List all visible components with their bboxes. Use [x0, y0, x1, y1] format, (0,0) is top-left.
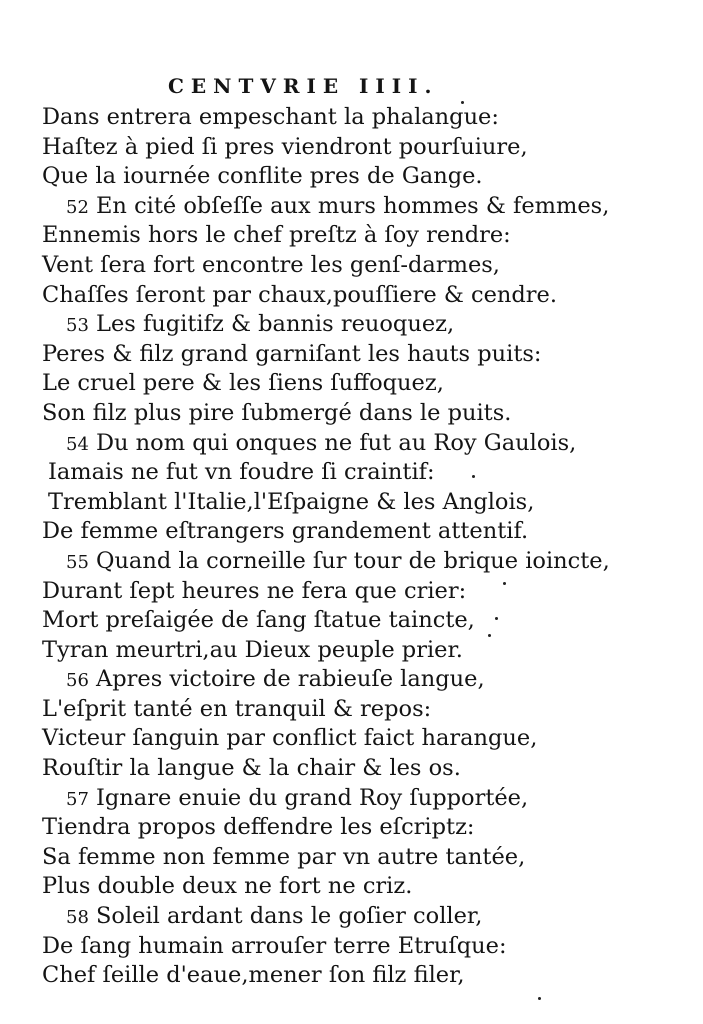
verse-line	[0, 251, 703, 281]
verse-text: Le cruel pere & les ſiens ſuffoquez,	[42, 370, 444, 397]
verse-line	[0, 813, 703, 843]
verse-text: Peres & filz grand garniſant les hauts puits:	[42, 340, 542, 367]
ink-speck	[488, 634, 491, 637]
quatrain-number: 52	[66, 196, 89, 218]
verse-line	[0, 872, 703, 902]
quatrain-number: 53	[66, 315, 89, 337]
verse-text: Chef ſeille d'eaue,mener ſon filz filer,	[42, 962, 465, 989]
verse-line	[0, 517, 703, 547]
verse-line	[0, 281, 703, 311]
verse-text: Mort preſaigée de ſang ſtatue taincte,	[42, 607, 475, 634]
verse-line	[0, 221, 703, 251]
verse-text: Ennemis hors le chef preſtz à ſoy rendre:	[42, 222, 511, 249]
verse-line	[0, 399, 703, 429]
verse-text: Son filz plus pire ſubmergé dans le puits.	[42, 399, 512, 426]
ink-speck	[503, 582, 506, 585]
verse-text: Que la iournée conflite pres de Gange.	[42, 163, 483, 190]
verse-text: Sa femme non femme par vn autre tantée,	[42, 843, 526, 870]
verse-line	[0, 843, 703, 873]
verse-text: Chaſſes ſeront par chaux,pouſſiere & cendre.	[42, 281, 558, 308]
verse-line	[0, 310, 703, 340]
verse-text: Quand la corneille ſur tour de brique ioincte,	[96, 547, 610, 574]
verse-line	[0, 103, 703, 133]
verse-line	[0, 754, 703, 784]
verse-line	[0, 488, 703, 518]
verse-text: Les fugitifz & bannis reuoquez,	[96, 311, 455, 338]
verse-line	[0, 133, 703, 163]
verse-text: Durant ſept heures ne fera que crier:	[42, 577, 467, 604]
verse-text: Ignare enuie du grand Roy ſupportée,	[96, 784, 529, 811]
verse-text: Rouſtir la langue & la chair & les os.	[42, 755, 461, 782]
quatrain-number: 58	[66, 907, 89, 929]
verse-line	[0, 636, 703, 666]
verse-text: Tyran meurtri,au Dieux peuple prier.	[42, 636, 463, 663]
quatrain-number: 55	[66, 551, 89, 573]
ink-speck	[461, 101, 464, 104]
quatrain-number: 54	[66, 433, 89, 455]
verse-line	[0, 192, 703, 222]
verse-line	[0, 961, 703, 991]
verse-line	[0, 606, 703, 636]
verse-line	[0, 784, 703, 814]
verse-text: Dans entrera empeschant la phalangue:	[42, 104, 499, 130]
verse-text: En cité obſeſſe aux murs hommes & femmes,	[96, 192, 610, 219]
verse-line	[0, 340, 703, 370]
running-head: CENTVRIE IIII.	[168, 74, 439, 98]
verse-line	[0, 902, 703, 932]
verse-line	[0, 724, 703, 754]
ink-speck	[495, 617, 498, 620]
verse-line	[0, 695, 703, 725]
verse-text: Haſtez à pied ſi pres viendront pourſuiure,	[42, 133, 528, 160]
verse-text: De ſang humain arrouſer terre Etruſque:	[42, 932, 507, 959]
quatrain-number: 56	[66, 670, 89, 692]
verse-text: Plus double deux ne fort ne criz.	[42, 873, 413, 900]
verse-line	[0, 429, 703, 459]
verse-line	[0, 369, 703, 399]
verse-line	[0, 547, 703, 577]
ink-speck	[472, 475, 475, 478]
verse-text: Vent ſera fort encontre les genſ-darmes,	[42, 251, 500, 278]
verse-text: Tiendra propos deffendre les eſcriptz:	[42, 814, 475, 841]
verse-text: Tremblant l'Italie,l'Eſpaigne & les Anglois,	[48, 488, 535, 515]
verse-text: Du nom qui onques ne fut au Roy Gaulois,	[96, 429, 577, 456]
ink-speck	[538, 997, 541, 1000]
verse-text: Soleil ardant dans le goſier coller,	[96, 903, 483, 930]
verse-text: L'eſprit tanté en tranquil & repos:	[42, 695, 432, 722]
verse-line	[0, 162, 703, 192]
verse-line	[0, 577, 703, 607]
verse-block	[0, 103, 703, 991]
verse-line	[0, 932, 703, 962]
verse-text: Victeur ſanguin par conflict faict harangue,	[42, 725, 538, 752]
quatrain-number: 57	[66, 788, 89, 810]
verse-text: Iamais ne fut vn foudre ſi craintif:	[48, 459, 435, 486]
verse-line	[0, 665, 703, 695]
verse-line	[0, 458, 703, 488]
verse-text: De femme eſtrangers grandement attentif.	[42, 518, 529, 545]
verse-text: Apres victoire de rabieuſe langue,	[96, 666, 485, 693]
